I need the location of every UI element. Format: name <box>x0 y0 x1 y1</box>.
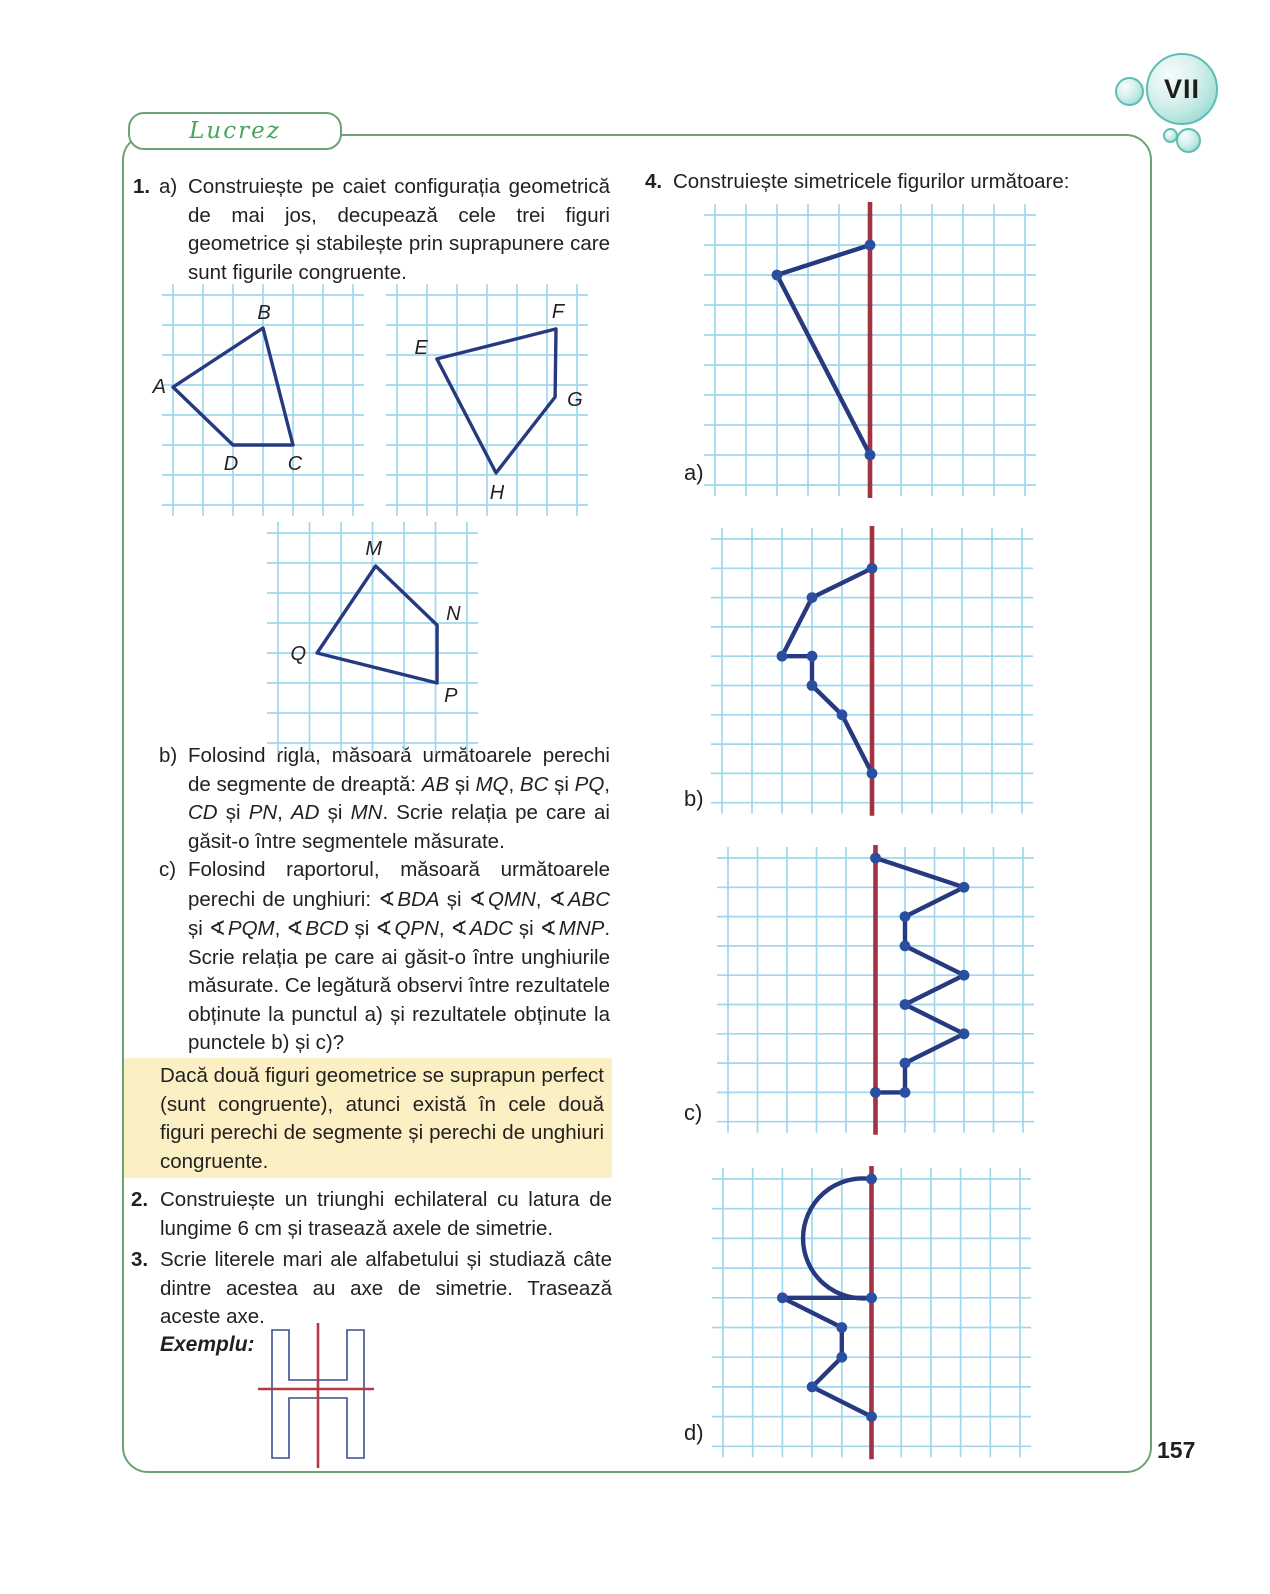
example-label: Exemplu: <box>160 1333 255 1356</box>
lucrez-tab-label: Lucrez <box>189 118 281 144</box>
vertex-label-E: E <box>414 336 428 359</box>
exercise2-text: Construiește un triunghi echilateral cu latura de lungime 6 cm și trasează axele de simetrie. <box>160 1188 612 1240</box>
page-number: 157 <box>1157 1437 1196 1463</box>
figure-quad-ABCD <box>152 277 371 523</box>
exercise4-marker: 4. <box>645 170 663 193</box>
exercise1-c-marker: c) <box>159 858 177 881</box>
vertex-label-H: H <box>489 481 505 504</box>
vertex-label-C: C <box>287 453 303 475</box>
vertex-label-M: M <box>365 538 382 560</box>
exercise3-text: Scrie literele mari ale alfabetului și studiază câte dintre acestea au axe de simetrie. Trasează aceste axe. <box>160 1248 612 1328</box>
exercise1-a-marker: a) <box>159 175 178 198</box>
vertex-label-G: G <box>567 389 583 411</box>
figure-label-c: c) <box>684 1100 703 1125</box>
exercise1-b-marker: b) <box>159 744 178 767</box>
exercise1-marker: 1. <box>133 175 151 198</box>
figure-quad-EFGH <box>379 277 595 523</box>
vertex-label-P: P <box>444 685 458 707</box>
exercise3-marker: 3. <box>131 1248 149 1271</box>
vertex-label-Q: Q <box>290 643 307 665</box>
figure-symmetry-b <box>704 521 1040 821</box>
vertex-label-B: B <box>257 302 271 324</box>
vertex-label-A: A <box>152 376 166 399</box>
figure-label-b: b) <box>684 786 704 811</box>
highlight-rule-text: Dacă două figuri geometrice se suprapun perfect (sunt congruente), atunci există în cele două figuri perechi de segmente și perechi de unghiuri congruente. <box>160 1064 604 1173</box>
vertex-label-N: N <box>446 603 461 626</box>
exercise4-title-text: Construiește simetricele figurilor următoare: <box>673 170 1070 193</box>
figure-quad-MNPQ <box>260 515 485 761</box>
exercise1-b-text: Folosind rigla, măsoară următoarele perechi de segmente de dreaptă: AB și MQ, BC și PQ, CD și PN, AD și MN. Scrie relația pe care ai găsit-o între segmentele măsurate. <box>188 744 610 853</box>
vertex-label-D: D <box>223 453 239 475</box>
exercise1-c-text: Folosind raportorul, măsoară următoarele perechi de unghiuri: ∢BDA și ∢QMN, ∢ABC și ∢PQM, ∢BCD și ∢QPN, ∢ADC și ∢MNP. Scrie relația pe care ai găsit-o între unghiurile măsurate. Ce legătură observi între rezultatele obținute la punctul a) și rezultatele obținute la punctele b) și c)? <box>188 858 611 1054</box>
exercise2-marker: 2. <box>131 1188 149 1211</box>
figure-label-d: d) <box>684 1420 704 1445</box>
grade-badge-label: VII <box>1163 73 1200 104</box>
figure-symmetry-a <box>697 197 1043 503</box>
figure-letter-h-example <box>250 1316 440 1478</box>
vertex-label-F: F <box>551 300 565 323</box>
figure-symmetry-c <box>710 840 1041 1140</box>
figure-symmetry-d <box>705 1161 1038 1464</box>
figure-label-a: a) <box>684 460 704 485</box>
exercise1-a-text: Construiește pe caiet configurația geometrică de mai jos, decupează cele trei figuri geometrice și stabilește prin suprapunere care sunt figurile congruente. <box>188 175 610 284</box>
